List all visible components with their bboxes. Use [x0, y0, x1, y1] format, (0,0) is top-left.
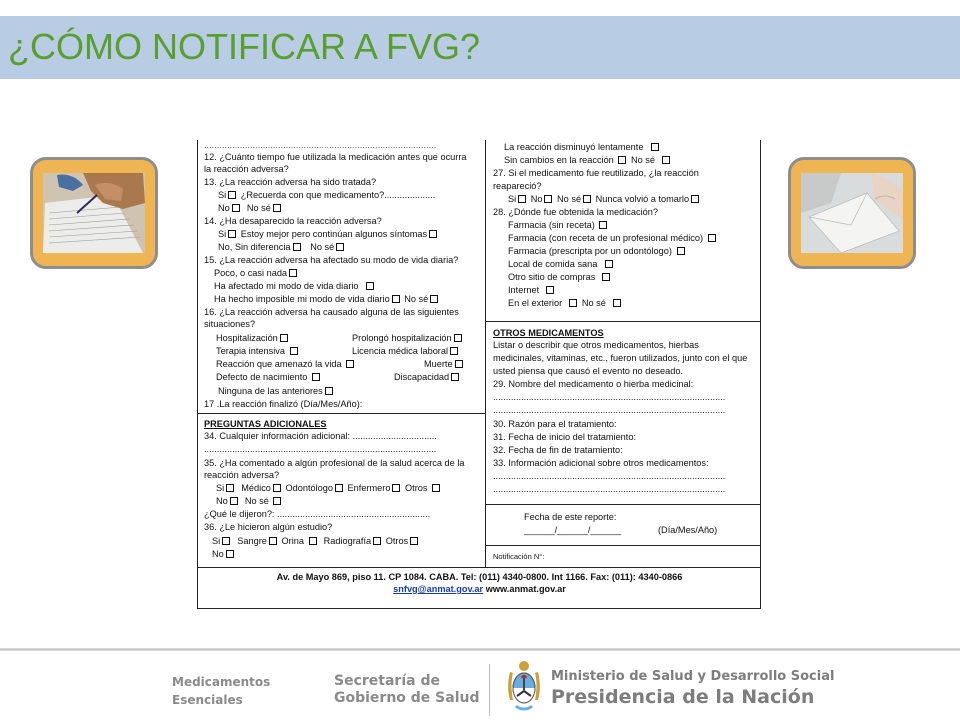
q14-sindif-checkbox[interactable] [293, 243, 301, 251]
fecha-blanks[interactable]: ______/______/______ [524, 525, 622, 535]
footer-secretaria-line2: Gobierno de Salud [334, 690, 480, 706]
q16-defecto [216, 372, 322, 383]
q28-internet-label: Internet [508, 285, 540, 295]
q13-option-row [218, 190, 435, 201]
q35-no-checkbox[interactable] [230, 497, 238, 505]
q16-hosp-checkbox[interactable] [280, 334, 288, 342]
q35-nose-checkbox[interactable] [273, 497, 281, 505]
q28-otrositio-label: Otro sitio de compras [508, 272, 596, 282]
envelope-photo-icon [801, 173, 903, 253]
q36-no-checkbox[interactable] [226, 550, 234, 558]
otros-desc-2: medicinales, vitaminas, etc., fueron utilizados, junto con el que [493, 353, 748, 363]
q16-defecto-label: Defecto de nacimiento [216, 372, 308, 382]
q16-muerte [424, 359, 465, 370]
q29-dotted-2: ........................................................................................... [493, 405, 726, 415]
dotted-line: ........................................................................................... [204, 140, 437, 150]
q16-hosp [216, 333, 290, 344]
q35-odontologo-checkbox[interactable] [335, 484, 343, 492]
q28-label: 28. ¿Dónde fue obtenida la medicación? [493, 207, 658, 217]
q28-comidasana-checkbox[interactable] [605, 260, 613, 268]
q28-conreceta-label: Farmacia (con receta de un profesional médico) [508, 233, 704, 243]
q26-nose-label: No sé [630, 155, 655, 165]
q27-nose-checkbox[interactable] [583, 195, 591, 203]
q36-label: 36. ¿Le hicieron algún estudio? [204, 522, 333, 532]
q28-conreceta-checkbox[interactable] [708, 234, 716, 242]
q36-radiografia-checkbox[interactable] [373, 537, 381, 545]
q28-exterior-checkbox[interactable] [569, 299, 577, 307]
q28-opt-7 [508, 298, 623, 309]
q30-label: 30. Razón para el tratamiento: [493, 419, 617, 429]
q14-si-checkbox[interactable] [228, 230, 236, 238]
q27-nunca-label: Nunca volvió a tomarlo [595, 194, 690, 204]
q16-terapia-label: Terapia intensiva [216, 346, 285, 356]
q31-label: 31. Fecha de inicio del tratamiento: [493, 432, 636, 442]
photo-frame-right [788, 157, 916, 269]
q14-option-row [218, 229, 439, 240]
q29-dotted-1: ........................................................................................... [493, 392, 726, 402]
q35-otros-label: Otros [405, 483, 428, 493]
q28-nose-label: No sé [581, 298, 606, 308]
q14-mejor-checkbox[interactable] [429, 230, 437, 238]
q16-prolongo-label: Prolongó hospitalización [352, 333, 452, 343]
q26-lentamente-label: La reacción disminuyó lentamente [504, 142, 644, 152]
q15-poco-checkbox[interactable] [289, 269, 297, 277]
q33-label: 33. Información adicional sobre otros medicamentos: [493, 458, 709, 468]
q16-licencia [352, 346, 460, 357]
q16-hosp-label: Hospitalización [216, 333, 278, 343]
q36-otros-label: Otros [385, 536, 409, 546]
q35-nose-label: No sé [244, 496, 269, 506]
q15-nose-label: No sé [404, 294, 429, 304]
q35-label: 35. ¿Ha comentado a algún profesional de la salud acerca de la [204, 458, 465, 468]
q15-afectado-checkbox[interactable] [366, 282, 374, 290]
q28-odontologo-label: Farmacia (prescripta por un odontólogo) [508, 246, 672, 256]
q28-sinreceta-checkbox[interactable] [599, 221, 607, 229]
q28-opt-4 [508, 259, 615, 270]
q27-option-row [508, 194, 701, 205]
q36-option-row-2 [212, 549, 236, 560]
q28-otrositio-checkbox[interactable] [602, 273, 610, 281]
q13-no-label: No [218, 203, 230, 213]
page-title: ¿CÓMO NOTIFICAR A FVG? [8, 26, 481, 67]
q35-enfermero-checkbox[interactable] [392, 484, 400, 492]
q17-label: 17 .La reacción finalizó (Día/Mes/Año): [204, 399, 363, 409]
q14-option-row-2 [218, 242, 346, 253]
q12-label-cont: la reacción adversa? [204, 164, 289, 174]
q35-odontologo-label: Odontólogo [285, 483, 333, 493]
q27-no-checkbox[interactable] [544, 195, 552, 203]
q13-si-label: Si [218, 190, 227, 200]
q16-terapia-checkbox[interactable] [290, 347, 298, 355]
q16-ninguna [218, 386, 335, 397]
q16-licencia-checkbox[interactable] [450, 347, 458, 355]
footer-medicamentos-line1: Medicamentos [172, 675, 271, 689]
notification-form [197, 140, 761, 609]
q26-lentamente [504, 142, 661, 153]
fecha-format: (Día/Mes/Año) [658, 525, 718, 535]
email-link[interactable]: snfvg@anmat.gov.ar [393, 584, 484, 594]
q36-si-checkbox[interactable] [222, 537, 230, 545]
q28-internet-checkbox[interactable] [546, 286, 554, 294]
q13-nose-label: No sé [246, 203, 271, 213]
q35-option-row [216, 483, 442, 494]
q36-si-label: Si [212, 536, 221, 546]
q34-label: 34. Cualquier información adicional: ................................. [204, 431, 437, 441]
q32-label: 32. Fecha de fin de tratamiento: [493, 445, 623, 455]
q13-option-row-2 [218, 203, 283, 214]
q14-label: 14. ¿Ha desaparecido la reacción adversa? [204, 216, 382, 226]
argentina-coat-of-arms-icon [504, 660, 544, 718]
q28-opt-3 [508, 246, 687, 257]
q15-label: 15. ¿La reacción adversa ha afectado su modo de vida diaria? [204, 255, 459, 265]
q15-imposible-checkbox[interactable] [392, 295, 400, 303]
q33-dotted-1: ........................................................................................... [493, 471, 726, 481]
footer-secretaria-line1: Secretaría de [334, 673, 440, 689]
q16-licencia-label: Licencia médica laboral [352, 346, 449, 356]
q16-ninguna-label: Ninguna de las anteriores [218, 386, 323, 396]
preguntas-heading: PREGUNTAS ADICIONALES [204, 419, 327, 429]
q16-discapacidad-label: Discapacidad [394, 372, 450, 382]
q27-si-checkbox[interactable] [518, 195, 526, 203]
q14-nose-checkbox[interactable] [336, 243, 344, 251]
q16-amenazo [216, 359, 356, 370]
q15-option-1 [214, 268, 299, 279]
q28-exterior-label: En el exterior [508, 298, 563, 308]
q33-dotted-2: ........................................................................................... [493, 484, 726, 494]
q26-nose-checkbox[interactable] [662, 156, 670, 164]
q27-nunca-checkbox[interactable] [691, 195, 699, 203]
q13-no-checkbox[interactable] [232, 204, 240, 212]
otros-desc-3: usted piensa que causó el evento no deseado. [493, 366, 684, 376]
q28-odontologo-checkbox[interactable] [677, 247, 685, 255]
q29-label: 29. Nombre del medicamento o hierba medicinal: [493, 379, 694, 389]
que-le-dijeron-label: ¿Qué le dijeron?: ............................................................ [204, 509, 431, 519]
q27-no-label: No [530, 194, 543, 204]
q36-sangre-checkbox[interactable] [269, 537, 277, 545]
q16-discapacidad-checkbox[interactable] [451, 373, 459, 381]
q16-prolongo [352, 333, 464, 344]
footer-ministerio: Ministerio de Salud y Desarrollo Social [551, 669, 835, 684]
writing-form-photo-icon [43, 173, 145, 253]
q16-label-cont: situaciones? [204, 319, 256, 329]
q26-sincambios [504, 155, 672, 166]
q35-si-checkbox[interactable] [226, 484, 234, 492]
q14-si-label: Si [218, 229, 227, 239]
otros-desc-1: Listar o describir que otros medicamentos, hierbas [493, 340, 699, 350]
q28-opt-5 [508, 272, 612, 283]
q16-terapia [216, 346, 300, 357]
q35-otros-checkbox[interactable] [432, 484, 440, 492]
q27-si-label: Si [508, 194, 517, 204]
q13-recuerda-label: ¿Recuerda con que medicamento?.................... [240, 190, 436, 200]
q35-enfermero-label: Enfermero [347, 483, 391, 493]
q13-nose-checkbox[interactable] [273, 204, 281, 212]
q35-option-row-2 [216, 496, 283, 507]
q15-afectado-label: Ha afectado mi modo de vida diario [214, 281, 359, 291]
q27-label: 27. Si el medicamento fue reutilizado, ¿la reacción [493, 168, 699, 178]
q14-sindif-label: No, Sin diferencia [218, 242, 291, 252]
footer-medicamentos-line2: Esenciales [172, 693, 243, 707]
q16-ninguna-checkbox[interactable] [325, 387, 333, 395]
q36-sangre-label: Sangre [237, 536, 267, 546]
q35-si-label: Si [216, 483, 225, 493]
q36-otros-checkbox[interactable] [410, 537, 418, 545]
q28-nose-checkbox[interactable] [613, 299, 621, 307]
address-line: Av. de Mayo 869, piso 11. CP 1084. CABA. Tel: (011) 4340-0800. Int 1166. Fax: (011): 4340-0866 [276, 572, 683, 582]
q15-imposible-label: Ha hecho imposible mi modo de vida diario [214, 294, 390, 304]
q15-option-2 [214, 281, 376, 292]
q14-mejor-label: Estoy mejor pero continúan algunos síntomas [240, 229, 428, 239]
q14-nose-label: No sé [310, 242, 335, 252]
q16-prolongo-checkbox[interactable] [454, 334, 462, 342]
q35-label-cont: reacción adversa? [204, 470, 280, 480]
footer-divider [0, 648, 960, 651]
q36-no-label: No [212, 549, 224, 559]
q26-lentamente-checkbox[interactable] [651, 143, 659, 151]
q16-discapacidad [394, 372, 461, 383]
q26-sincambios-checkbox[interactable] [618, 156, 626, 164]
fecha-label: Fecha de este reporte: [524, 512, 617, 522]
photo-frame-left [30, 157, 158, 269]
q15-nose-checkbox[interactable] [430, 295, 438, 303]
q28-comidasana-label: Local de comida sana [508, 259, 598, 269]
q15-poco-label: Poco, o casi nada [214, 268, 288, 278]
q13-label: 13. ¿La reacción adversa ha sido tratada? [204, 177, 377, 187]
q36-radiografia-label: Radiografía [323, 536, 372, 546]
title-banner [0, 16, 960, 79]
q13-si-checkbox[interactable] [228, 191, 236, 199]
q16-amenazo-label: Reacción que amenazó la vida [216, 359, 342, 369]
q35-medico-label: Médico [241, 483, 271, 493]
q36-option-row [212, 536, 420, 547]
q16-muerte-checkbox[interactable] [455, 360, 463, 368]
q36-orina-checkbox[interactable] [309, 537, 317, 545]
q28-opt-6 [508, 285, 556, 296]
q36-orina-label: Orina [281, 536, 304, 546]
otros-heading: OTROS MEDICAMENTOS [493, 328, 604, 338]
notificacion-label: Notificación N°: [493, 552, 545, 561]
footer-presidencia: Presidencia de la Nación [551, 686, 815, 708]
q16-amenazo-checkbox[interactable] [346, 360, 354, 368]
footer-separator [489, 664, 490, 716]
q15-option-3 [214, 294, 440, 305]
q16-label: 16. ¿La reacción adversa ha causado alguna de las siguientes [204, 307, 459, 317]
q27-nose-label: No sé [557, 194, 582, 204]
contact-line [198, 584, 761, 595]
q27-label-cont: reapareció? [493, 181, 542, 191]
q26-sincambios-label: Sin cambios en la reacción [504, 155, 614, 165]
q28-sinreceta-label: Farmacia (sin receta) [508, 220, 595, 230]
q35-medico-checkbox[interactable] [273, 484, 281, 492]
q28-opt-2 [508, 233, 718, 244]
q35-no-label: No [216, 496, 228, 506]
q12-label: 12. ¿Cuánto tiempo fue utilizada la medicación antes que ocurra [204, 152, 467, 162]
q28-opt-1 [508, 220, 609, 231]
web-link[interactable]: www.anmat.gov.ar [485, 584, 566, 594]
q16-muerte-label: Muerte [424, 359, 453, 369]
q34-dotted: ........................................................................................... [204, 444, 437, 454]
q16-defecto-checkbox[interactable] [312, 373, 320, 381]
